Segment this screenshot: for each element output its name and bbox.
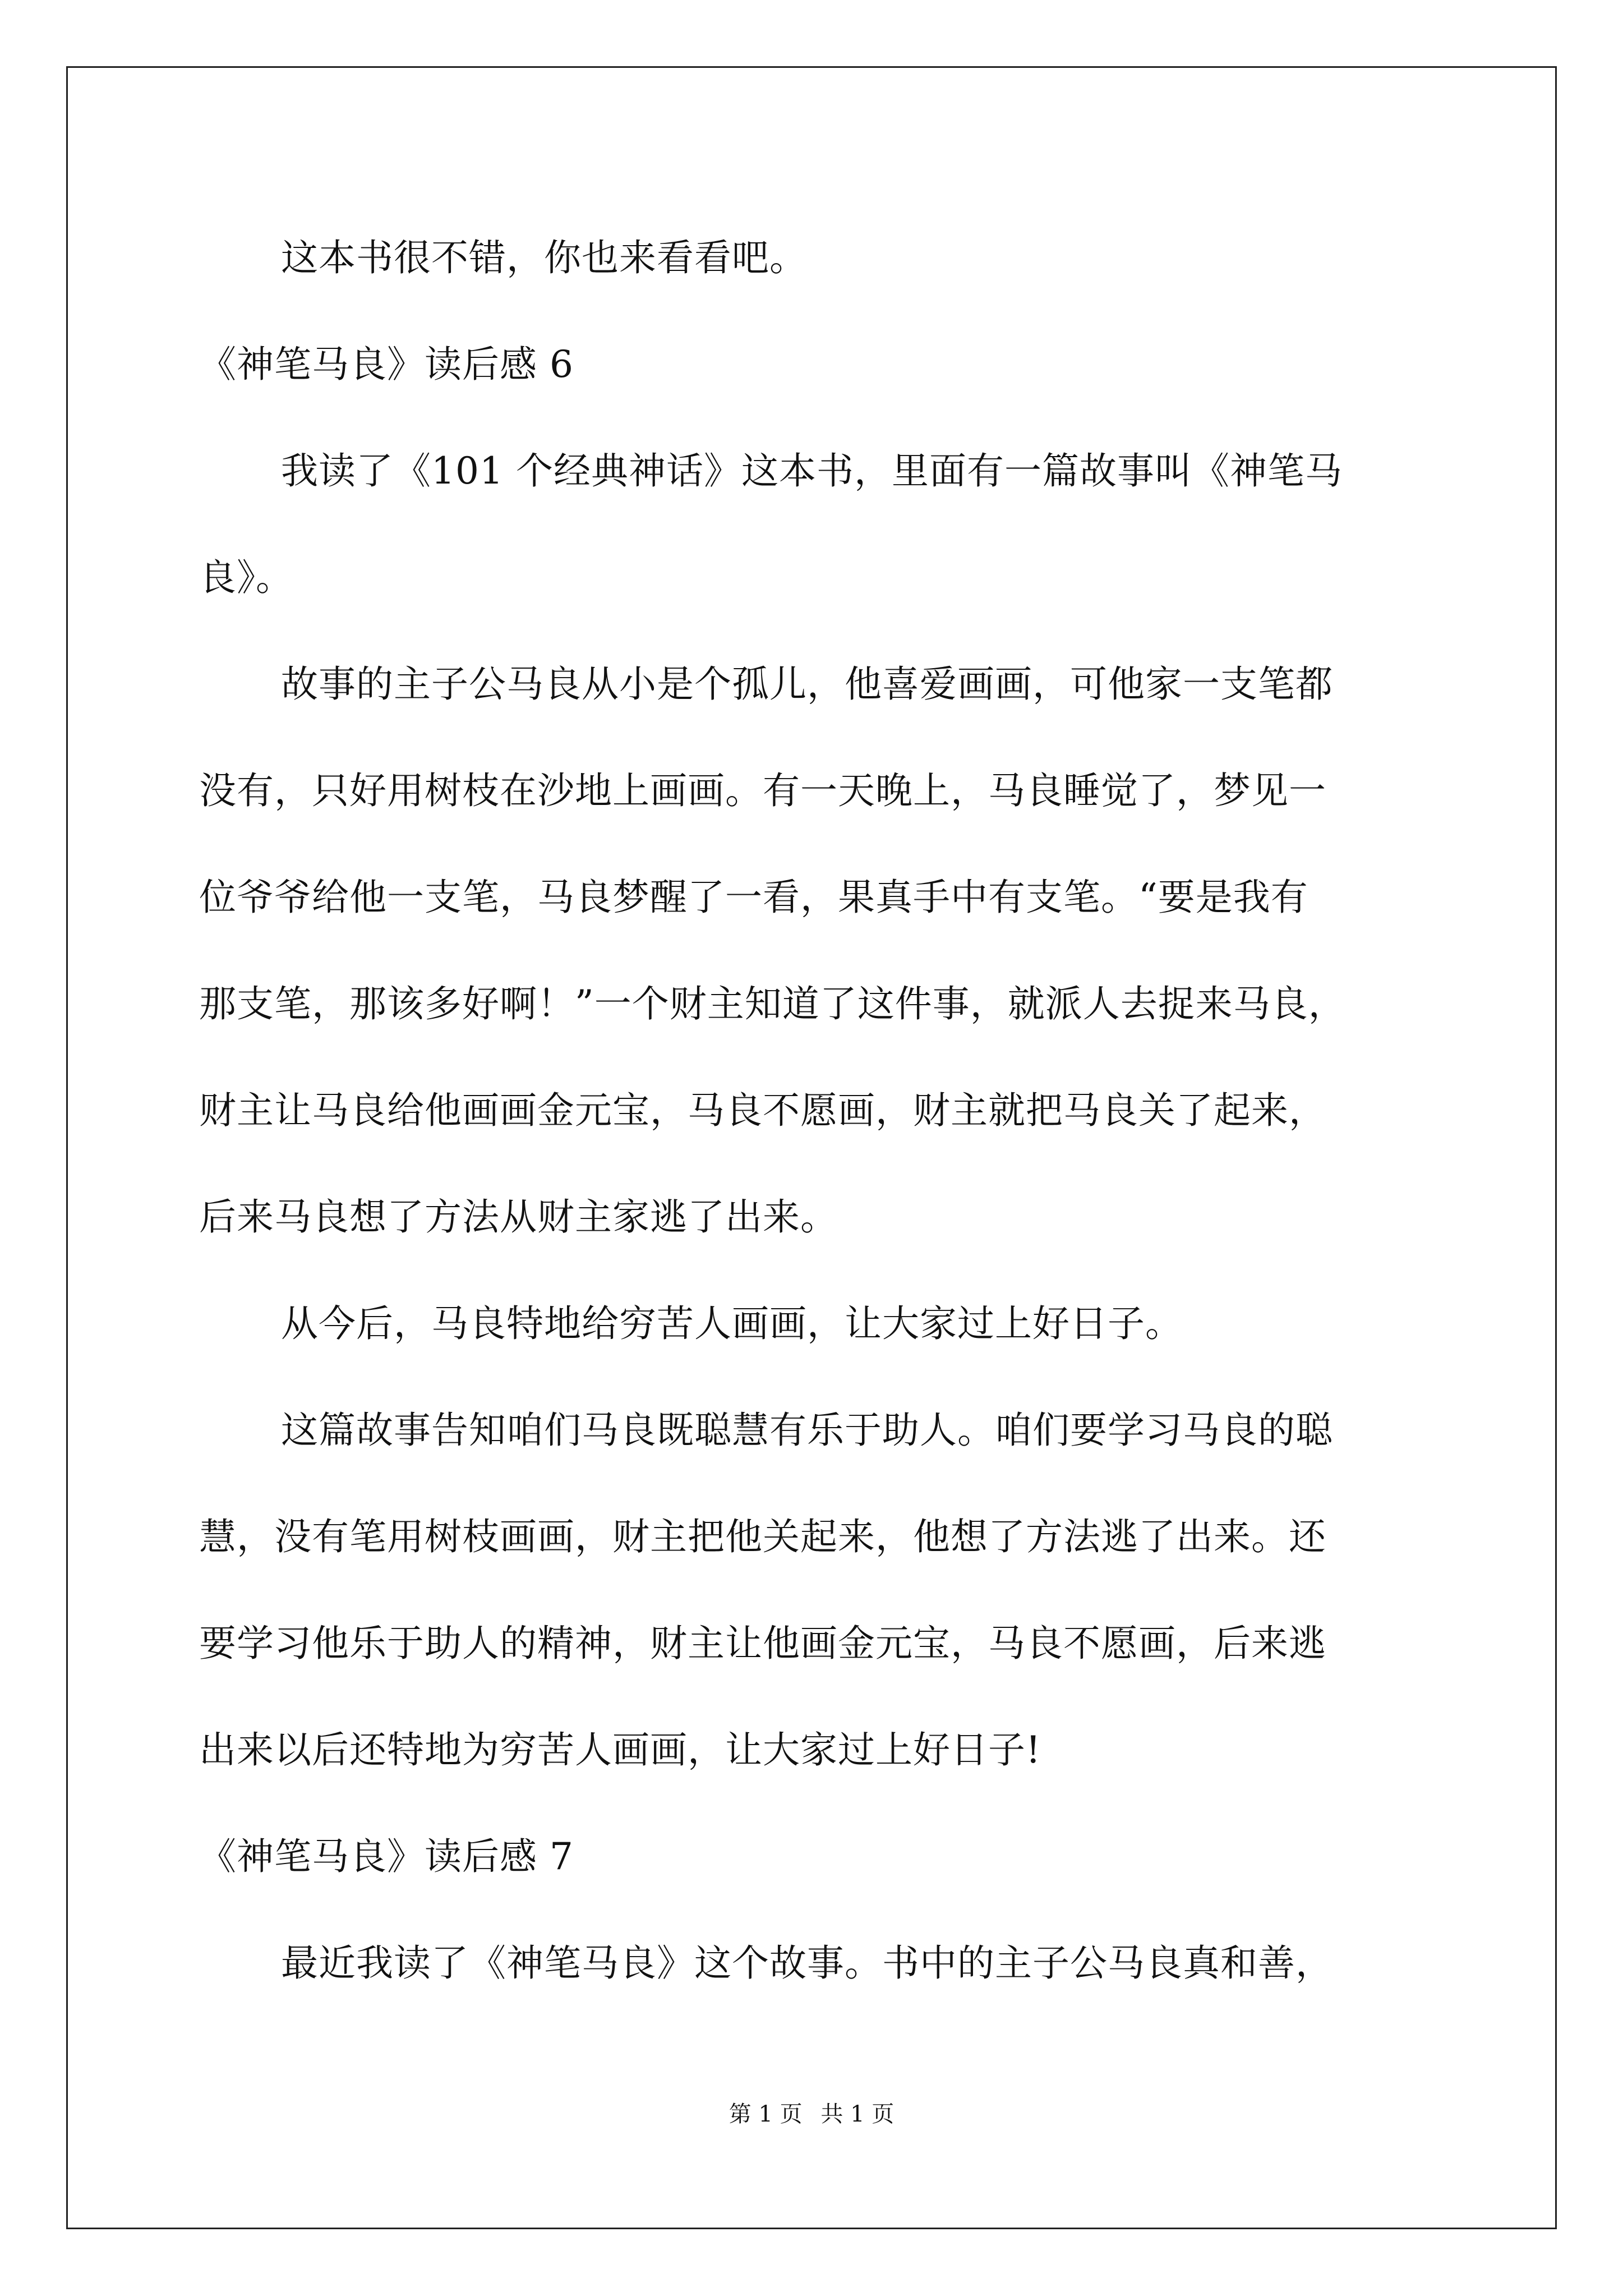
paragraph-line: 这本书很不错，你也来看看吧。 [281,236,807,279]
page-total: 共 1 页 [820,2101,895,2127]
paragraph-line: 财主让马良给他画画金元宝，马良不愿画，财主就把马良关了起来， [199,1089,1326,1132]
paragraph-line: 位爷爷给他一支笔，马良梦醒了一看，果真手中有支笔。“要是我有 [199,876,1308,919]
paragraph-line: 要学习他乐于助人的精神，财主让他画金元宝，马良不愿画，后来逃 [199,1622,1326,1665]
paragraph-line: 慧，没有笔用树枝画画，财主把他关起来，他想了方法逃了出来。还 [199,1515,1326,1558]
paragraph-line: 出来以后还特地为穷苦人画画，让大家过上好日子! [199,1728,1041,1772]
page-number: 第 1 页 [728,2101,803,2127]
paragraph-line: 那支笔，那该多好啊！”一个财主知道了这件事，就派人去捉来马良， [199,982,1346,1025]
paragraph-line: 故事的主子公马良从小是个孤儿，他喜爱画画，可他家一支笔都 [281,662,1333,706]
paragraph-line: 没有，只好用树枝在沙地上画画。有一天晚上，马良睡觉了，梦见一 [199,769,1326,812]
page-border [66,66,1557,2229]
paragraph-line: 从今后，马良特地给穷苦人画画，让大家过上好日子。 [281,1302,1183,1345]
paragraph-line: 这篇故事告知咱们马良既聪慧有乐于助人。咱们要学习马良的聪 [281,1409,1333,1452]
section-heading: 《神笔马良》读后感 6 [199,343,574,386]
paragraph-line: 后来马良想了方法从财主家逃了出来。 [199,1195,838,1239]
paragraph-line: 良》。 [199,556,293,599]
section-heading: 《神笔马良》读后感 7 [199,1835,574,1878]
paragraph-line: 我读了《101 个经典神话》这本书，里面有一篇故事叫《神笔马 [281,449,1343,493]
paragraph-line: 最近我读了《神笔马良》这个故事。书中的主子公马良真和善， [281,1941,1333,1985]
page-footer [0,2101,1623,2128]
